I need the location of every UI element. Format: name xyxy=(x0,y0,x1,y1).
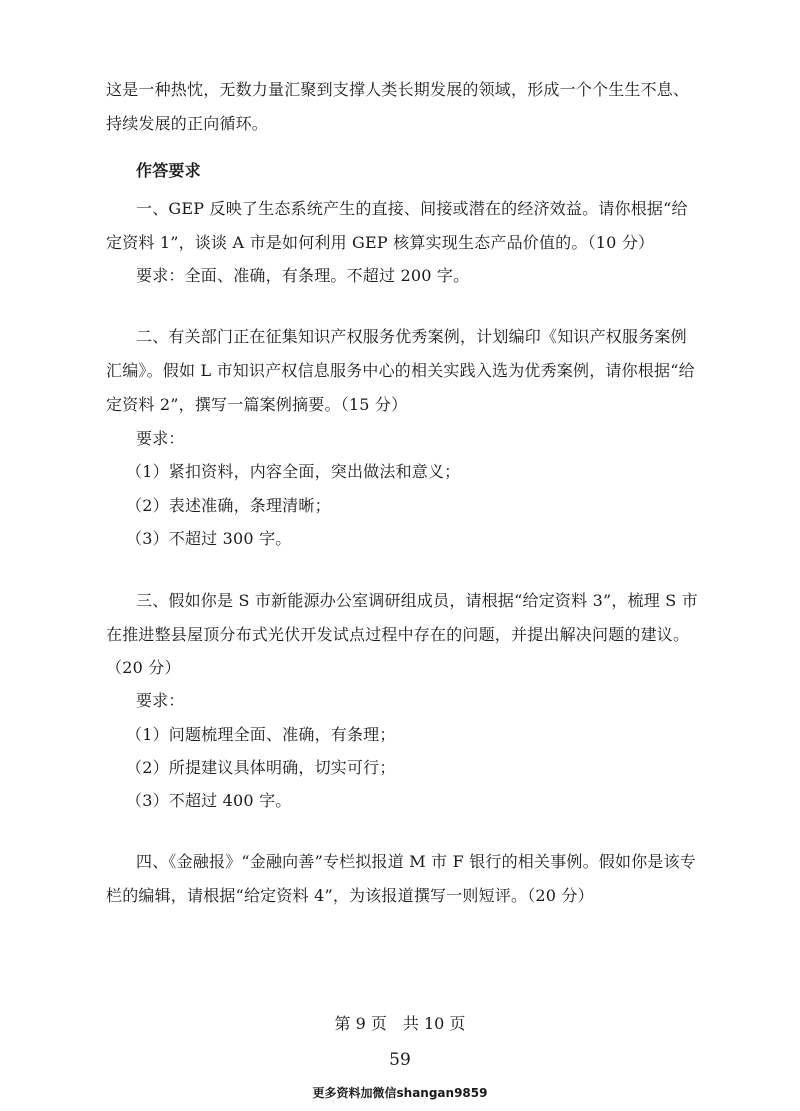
question-2-requirement-3: （3）不超过 300 字。 xyxy=(126,529,292,548)
intro-line-1: 这是一种热忱，无数力量汇聚到支撑人类长期发展的领域，形成一个个生生不息、 xyxy=(106,80,690,99)
page-number: 59 xyxy=(389,1050,411,1070)
section-heading: 作答要求 xyxy=(136,161,201,180)
question-2-line-1: 二、有关部门正在征集知识产权服务优秀案例，计划编印《知识产权服务案例 xyxy=(136,327,687,346)
question-4-line-1: 四、《金融报》“金融向善”专栏拟报道 M 市 F 银行的相关事例。假如你是该专 xyxy=(136,852,696,871)
question-2-line-3: 定资料 2”，撰写一篇案例摘要。（15 分） xyxy=(106,395,408,414)
question-3-line-2: 在推进整县屋顶分布式光伏开发试点过程中存在的问题，并提出解决问题的建议。 xyxy=(106,625,690,644)
question-3-line-1: 三、假如你是 S 市新能源办公室调研组成员，请根据“给定资料 3”，梳理 S 市 xyxy=(136,591,698,610)
watermark-text: 更多资料加微信shangan9859 xyxy=(312,1086,488,1100)
question-1-requirement: 要求：全面、准确，有条理。不超过 200 字。 xyxy=(136,266,470,285)
question-2-requirement-title: 要求： xyxy=(136,429,185,448)
question-2-requirement-1: （1）紧扣资料，内容全面，突出做法和意义； xyxy=(126,462,461,481)
question-1-line-1: 一、GEP 反映了生态系统产生的直接、间接或潜在的经济效益。请你根据“给 xyxy=(136,199,688,218)
question-2-requirement-2: （2）表述准确，条理清晰； xyxy=(126,496,331,515)
question-2-line-2: 汇编》。假如 L 市知识产权信息服务中心的相关实践入选为优秀案例，请你根据“给 xyxy=(106,361,695,380)
question-3-line-3: （20 分） xyxy=(106,658,181,677)
question-3-requirement-2: （2）所提建议具体明确，切实可行； xyxy=(126,758,396,777)
intro-line-2: 持续发展的正向循环。 xyxy=(106,114,269,133)
question-3-requirement-title: 要求： xyxy=(136,691,185,710)
question-3-requirement-1: （1）问题梳理全面、准确，有条理； xyxy=(126,725,396,744)
question-3-requirement-3: （3）不超过 400 字。 xyxy=(126,791,292,810)
page-indicator: 第 9 页 共 10 页 xyxy=(334,1014,466,1033)
question-4-line-2: 栏的编辑，请根据“给定资料 4”，为该报道撰写一则短评。（20 分） xyxy=(106,886,594,905)
question-1-line-2: 定资料 1”，谈谈 A 市是如何利用 GEP 核算实现生态产品价值的。（10 分） xyxy=(106,233,655,252)
